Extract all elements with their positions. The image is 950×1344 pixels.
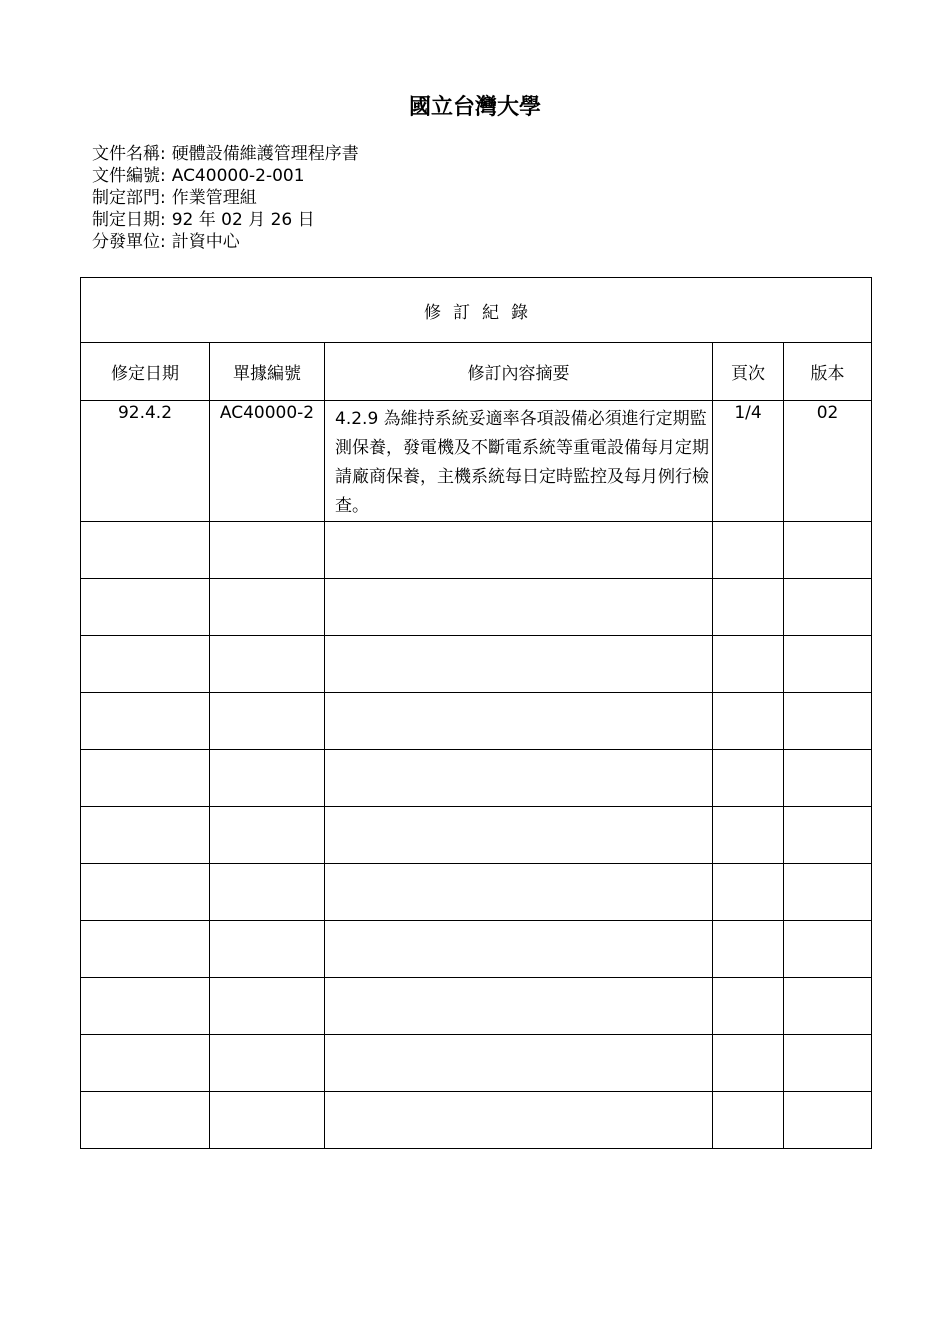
cell-page [713,921,784,978]
revision-table-caption: 修訂紀錄 [81,278,872,343]
cell-page [713,1035,784,1092]
meta-row-name [92,143,359,165]
cell-version [784,921,872,978]
cell-date [81,750,210,807]
cell-date [81,978,210,1035]
cell-page [713,636,784,693]
cell-page [713,693,784,750]
cell-doc-no [210,807,325,864]
cell-date [81,921,210,978]
cell-summary [325,522,713,579]
table-row [81,1035,872,1092]
cell-doc-no: AC40000-2 [210,401,325,522]
table-row [81,579,872,636]
cell-doc-no [210,522,325,579]
document-title: 國立台灣大學 [408,94,541,120]
cell-date [81,579,210,636]
cell-version [784,636,872,693]
table-row [81,693,872,750]
cell-summary [325,750,713,807]
meta-row-department [92,187,359,209]
cell-date [81,636,210,693]
meta-colon: : [160,144,166,164]
cell-summary [325,693,713,750]
cell-doc-no [210,1035,325,1092]
cell-doc-no [210,1092,325,1149]
cell-doc-no [210,636,325,693]
cell-summary [325,864,713,921]
cell-version [784,579,872,636]
meta-colon: : [160,188,166,208]
revision-caption-row [81,278,872,343]
cell-date [81,1035,210,1092]
cell-version [784,1035,872,1092]
cell-doc-no [210,750,325,807]
cell-date [81,864,210,921]
cell-summary: 4.2.9 為維持系統妥適率各項設備必須進行定期監測保養，發電機及不斷電系統等重電設備每月定期請廠商保養，主機系統每日定時監控及每月例行檢查。 [325,401,713,522]
cell-version: 02 [784,401,872,522]
cell-date [81,1092,210,1149]
table-row [81,807,872,864]
cell-version [784,1092,872,1149]
table-row [81,636,872,693]
cell-page [713,807,784,864]
table-row [81,978,872,1035]
table-row [81,522,872,579]
meta-value: 作業管理組 [171,188,257,208]
cell-version [784,750,872,807]
cell-summary [325,1035,713,1092]
meta-row-number [92,165,359,187]
cell-summary [325,807,713,864]
meta-value: AC40000-2-001 [171,166,305,186]
cell-doc-no [210,864,325,921]
cell-summary [325,978,713,1035]
meta-row-date [92,209,359,231]
revision-table [80,277,872,1149]
cell-summary [325,636,713,693]
cell-summary [325,579,713,636]
cell-date [81,807,210,864]
cell-doc-no [210,579,325,636]
meta-value: 92 年 02 月 26 日 [171,210,315,230]
cell-page [713,579,784,636]
meta-value: 硬體設備維護管理程序書 [171,144,359,164]
table-row [81,750,872,807]
table-row [81,401,872,522]
column-header-version: 版本 [784,343,872,401]
cell-date [81,693,210,750]
meta-colon: : [160,210,166,230]
cell-version [784,978,872,1035]
meta-label: 文件名稱 [92,144,160,164]
cell-page [713,978,784,1035]
cell-page [713,750,784,807]
meta-label: 文件編號 [92,166,160,186]
cell-page [713,1092,784,1149]
cell-date [81,522,210,579]
cell-doc-no [210,978,325,1035]
cell-page [713,864,784,921]
table-row [81,864,872,921]
table-row [81,921,872,978]
column-header-doc-no: 單據編號 [210,343,325,401]
meta-colon: : [160,232,166,252]
cell-version [784,807,872,864]
column-header-page: 頁次 [713,343,784,401]
cell-summary [325,921,713,978]
cell-version [784,522,872,579]
column-header-date: 修定日期 [81,343,210,401]
meta-label: 制定日期 [92,210,160,230]
meta-value: 計資中心 [171,232,240,252]
column-header-summary: 修訂內容摘要 [325,343,713,401]
meta-row-distribution [92,231,359,253]
table-row [81,1092,872,1149]
meta-colon: : [160,166,166,186]
revision-header-row [81,343,872,401]
cell-doc-no [210,693,325,750]
cell-date: 92.4.2 [81,401,210,522]
cell-page: 1/4 [713,401,784,522]
cell-page [713,522,784,579]
cell-doc-no [210,921,325,978]
document-meta [92,143,359,253]
meta-label: 制定部門 [92,188,160,208]
cell-version [784,693,872,750]
meta-label: 分發單位 [92,232,160,252]
cell-summary [325,1092,713,1149]
cell-version [784,864,872,921]
